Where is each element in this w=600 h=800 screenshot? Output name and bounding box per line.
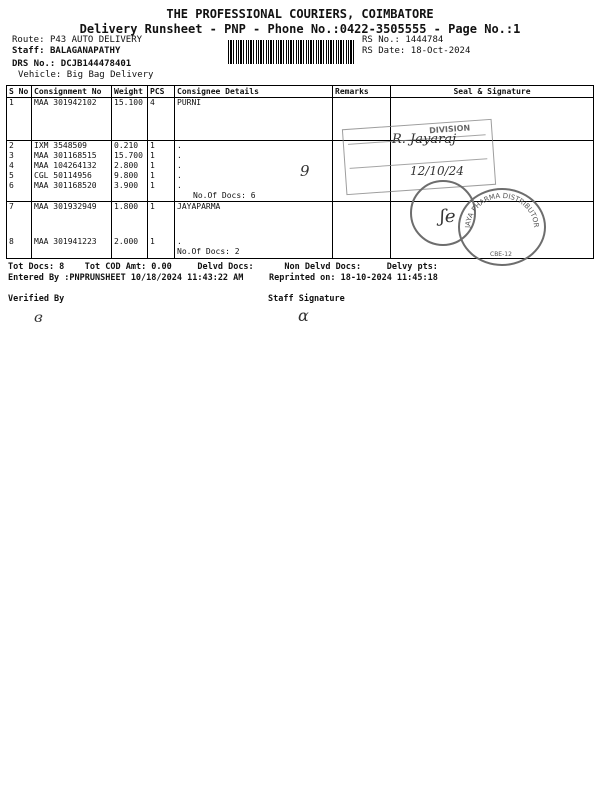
verified-by-label: Verified By <box>8 294 65 304</box>
route-value: P43 AUTO DELIVERY <box>49 35 143 45</box>
entry-line <box>8 273 438 283</box>
weight-cell: 0.210 15.700 2.800 9.800 3.900 <box>112 141 148 202</box>
staff-signature-mark: α <box>298 306 309 325</box>
rs-date-value: 18-Oct-2024 <box>410 46 471 56</box>
table-row-group-1 <box>7 98 594 141</box>
drs-value: DCJB144478401 <box>60 59 132 69</box>
sno-cell: 8 <box>7 237 32 259</box>
weight-cell: 1.800 <box>112 202 148 237</box>
weight-cell: 2.000 <box>112 237 148 259</box>
drs-label: DRS No.: <box>12 59 56 69</box>
col-header-consignee: Consignee Details <box>175 86 333 98</box>
seal-signature: ʃe <box>440 206 456 227</box>
consignee-cell: . No.Of Docs: 2 <box>175 237 333 259</box>
pcs-cell: 1 <box>148 237 175 259</box>
docs-count: No.Of Docs: 6 <box>193 191 256 200</box>
weight-cell: 15.100 <box>112 98 148 141</box>
col-header-weight: Weight <box>112 86 148 98</box>
vehicle-label: Vehicle: <box>18 70 62 80</box>
rs-date-label: RS Date: <box>362 46 406 56</box>
handwritten-mark: 9 <box>300 162 310 180</box>
company-seal <box>458 188 546 266</box>
rs-no-line <box>362 35 443 45</box>
col-header-pcs: PCS <box>148 86 175 98</box>
sno-cell: 7 <box>7 202 32 237</box>
col-header-remarks: Remarks <box>333 86 391 98</box>
drs-line <box>12 59 131 69</box>
verified-signature: ɞ <box>34 310 43 326</box>
col-header-consignment: Consignment No <box>32 86 112 98</box>
consignee-cell: . . . . . No.Of Docs: 6 <box>175 141 333 202</box>
staff-signature-label: Staff Signature <box>268 294 345 304</box>
handwritten-date: 12/10/24 <box>410 164 464 178</box>
division-stamp-text: DIVISION <box>428 123 471 136</box>
rs-no-value: 1444784 <box>405 35 444 45</box>
remarks-cell <box>333 237 391 259</box>
staff-line <box>12 46 120 56</box>
barcode <box>228 40 356 64</box>
consignee-cell: JAYAPARMA <box>175 202 333 237</box>
tot-cod: Tot COD Amt: 0.00 <box>84 262 172 272</box>
table-header-row <box>7 86 594 98</box>
consignee-cell: PURNI <box>175 98 333 141</box>
runsheet-title: Delivery Runsheet - PNP - Phone No.:0422-3505555 - Page No.:1 <box>79 22 521 36</box>
consignment-cell: MAA 301932949 <box>32 202 112 237</box>
non-delvd-docs: Non Delvd Docs: <box>284 262 362 272</box>
route-line <box>12 35 142 45</box>
col-header-sno: S No <box>7 86 32 98</box>
pcs-cell: 1 1 1 1 1 <box>148 141 175 202</box>
seal-outer-text: JAYA PHARMA DISTRIBUTOR <box>463 191 541 229</box>
remarks-cell <box>333 202 391 237</box>
route-label: Route: <box>12 35 45 45</box>
seal-ring-text <box>460 190 544 264</box>
reprinted-on: Reprinted on: 18-10-2024 11:45:18 <box>269 273 438 283</box>
sno-cell: 2 3 4 5 6 <box>7 141 32 202</box>
staff-label: Staff: <box>12 46 45 56</box>
handwritten-signature: R. Jayaraj <box>392 132 457 147</box>
consignment-cell: MAA 301942102 <box>32 98 112 141</box>
division-stamp <box>342 119 496 195</box>
vehicle-line <box>18 70 153 80</box>
rs-date-line <box>362 46 470 56</box>
delvd-docs: Delvd Docs: <box>197 262 254 272</box>
entered-by: Entered By :PNPRUNSHEET 10/18/2024 11:43:22 AM <box>8 273 244 283</box>
seal-code-text: CBE-12 <box>490 251 512 258</box>
docs-count: No.Of Docs: 2 <box>177 246 240 256</box>
totals-line <box>8 262 438 272</box>
staff-value: BALAGANAPATHY <box>49 46 121 56</box>
rs-no-label: RS No.: <box>362 35 400 45</box>
pcs-cell: 4 <box>148 98 175 141</box>
consignment-cell: IXM 3548509 MAA 301168515 MAA 104264132 CGL 50114956 MAA 301168520 <box>32 141 112 202</box>
tot-docs: Tot Docs: 8 <box>8 262 65 272</box>
sno-cell: 1 <box>7 98 32 141</box>
col-header-seal: Seal & Signature <box>391 86 594 98</box>
vehicle-value: Big Bag Delivery <box>66 70 154 80</box>
company-title: THE PROFESSIONAL COURIERS, COIMBATORE <box>166 7 434 21</box>
consignment-cell: MAA 301941223 <box>32 237 112 259</box>
pcs-cell: 1 <box>148 202 175 237</box>
delvy-pts: Delvy pts: <box>386 262 438 272</box>
